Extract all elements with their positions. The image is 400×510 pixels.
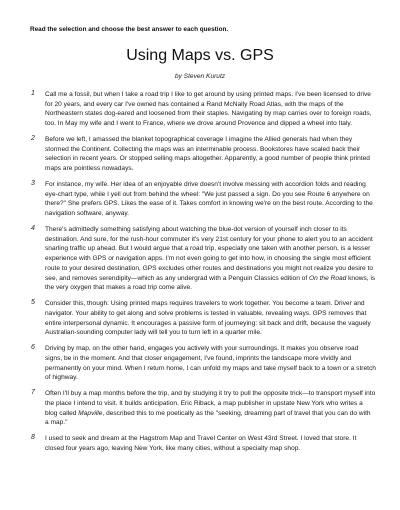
paragraph-text: Driving by map, on the other hand, engages you actively with your surroundings. It makes you observe road signs, be in the moment. And that closer engagement, I've found, imprints the landscape more vividly and permanently on your mind. When I return home, I can unfold my maps and take myself back to a town or a stretch of highway. bbox=[45, 345, 376, 382]
article-title: Using Maps vs. GPS bbox=[126, 47, 274, 64]
paragraph-text bbox=[45, 225, 376, 293]
byline: by Steven Kurutz bbox=[174, 73, 226, 80]
paragraph-6 bbox=[31, 344, 376, 383]
paragraph-text-part: knows, is the very oxygen that makes a road trip come alive. bbox=[45, 274, 376, 292]
paragraph-text: Consider this, though: Using printed maps requires travelers to work together. You become a team. Driver and navigator. Your ability to get along and solve problems is tested in valuable, revealing ways. GPS removes that entire interpersonal dynamic. It encourages a passive form of journeying: sit back and drift, because the vaguely Australian-sounding computer lady will tell you to turn left in a quarter mile. bbox=[45, 300, 371, 337]
paragraph-text-part: There's admittedly something satisfying about watching the blue-dot version of yourself inch closer to its destination. And sure, for the rush-hour commuter it's very 21st century for your phone to alert you to an accident snarling traffic up ahead. But I would argue that a road trip, especially one taken with another person, is a lesser experience with GPS or navigation apps. I'm not even going to get into how, in choosing the single most efficient route to your desired destination, GPS excludes other routes and destinations you might not realize you desire to see, and removes serendipity—which as any undergrad with a Penguin Classics edition of bbox=[45, 226, 374, 282]
paragraph-number: 5 bbox=[31, 299, 35, 307]
paragraph-7 bbox=[31, 389, 376, 428]
paragraph-number: 4 bbox=[31, 225, 35, 232]
paragraph-text: Call me a fossil, but when I take a road trip I like to get around by using printed maps. I've been licensed to drive for 20 years, and every car I've owned has contained a Rand McNally Road Atlas, with the maps of the Northeastern states dog-eared and loosened from their staples. Navigating by map carries over to foreign roads, too. In May my wife and I went to France, where we drove around Provence and dipped a wheel into Italy. bbox=[45, 91, 372, 128]
paragraph-8 bbox=[31, 434, 376, 453]
paragraph-4 bbox=[31, 225, 376, 293]
paragraph-text: I used to seek and dream at the Hagstrom Map and Travel Center on West 43rd Street. I loved that store. It closed four years ago, leaving New York, like many cities, without a specialty map shop. bbox=[45, 435, 357, 452]
paragraph-text: For instance, my wife. Her idea of an enjoyable drive doesn't involve messing with accordion folds and reading eye-chart type, while I yell out from behind the wheel: "We just passed a sign. Do you see Route 6 anywhere on there?" She prefers GPS. Likes the ease of it. Takes comfort in knowing we're on the best route. According to the navigation software, anyway. bbox=[45, 181, 373, 218]
paragraph-number: 6 bbox=[31, 344, 35, 352]
paragraph-text-part: Often I'll buy a map months before the trip, and by studying it try to pull the opposite trick—to transport myself into the place I intend to visit. It builds anticipation. Eric Riback, a map publisher in upstate New York who writes a blog called bbox=[45, 390, 376, 417]
paragraph-2 bbox=[31, 135, 376, 174]
paragraph-text: Before we left, I amassed the blanket topographical coverage I imagine the Allied generals had when they stormed the Continent. Collecting the maps was an interminable process. Bookstores have scaled back their selection in recent years. Or stopped selling maps altogether. Apparently, a good number of people think printed maps are pointless nowadays. bbox=[45, 136, 370, 173]
article-body bbox=[31, 90, 376, 460]
paragraph-text bbox=[45, 389, 376, 428]
instruction-text: Read the selection and choose the best answer to each question. bbox=[30, 26, 229, 33]
paragraph-number: 7 bbox=[31, 389, 35, 397]
paragraph-number: 2 bbox=[31, 135, 35, 142]
paragraph-number: 3 bbox=[31, 180, 35, 187]
blog-title-italic: Mapville bbox=[78, 409, 103, 417]
paragraph-number: 8 bbox=[31, 434, 35, 442]
paragraph-1 bbox=[31, 90, 376, 129]
paragraph-number: 1 bbox=[31, 90, 35, 97]
book-title-italic: On the Road bbox=[309, 274, 347, 282]
paragraph-3 bbox=[31, 180, 376, 219]
paragraph-text-part: , described this to me poetically as the "seeking, dreaming part of travel that you can do with a map." bbox=[45, 409, 371, 427]
paragraph-5 bbox=[31, 299, 376, 338]
